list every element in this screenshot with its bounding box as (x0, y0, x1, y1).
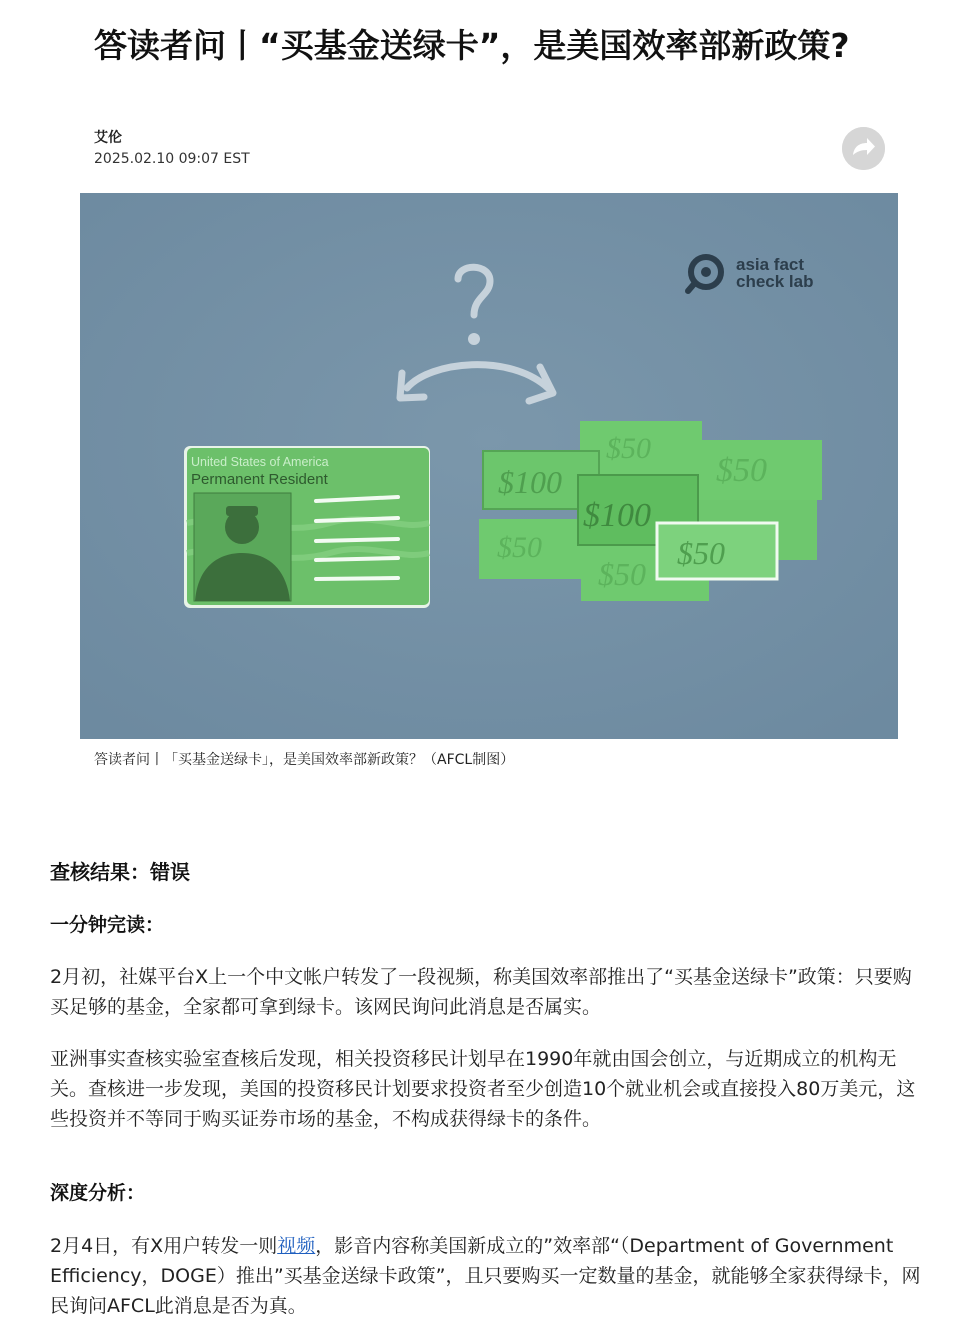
analysis-paragraph-1 (50, 1231, 922, 1321)
green-card-graphic (184, 446, 430, 608)
author-name[interactable]: 艾伦 (94, 130, 122, 146)
question-dot (468, 333, 480, 345)
card-status-text: Permanent Resident (191, 471, 328, 488)
magnifier-dot (701, 267, 711, 277)
bill-value: $50 (677, 535, 725, 571)
bill-value: $100 (498, 464, 562, 500)
hero-illustration (80, 193, 898, 739)
share-arrow-icon (842, 127, 885, 170)
bill-value: $50 (497, 531, 542, 564)
publish-date: 2025.02.10 09:07 EST (94, 151, 250, 167)
image-caption: 答读者问丨「买基金送绿卡」，是美国效率部新政策？（AFCL制图） (94, 752, 515, 768)
card-line (316, 578, 398, 579)
photo-hat (226, 506, 258, 516)
analysis-text-before: 2月4日，有X用户转发一则 (50, 1235, 278, 1257)
summary-heading: 一分钟完读： (50, 914, 165, 936)
share-button[interactable] (842, 127, 885, 170)
summary-paragraph-1: 2月初，社媒平台X上一个中文帐户转发了一段视频，称美国效率部推出了“买基金送绿卡”政策：只要购买足够的基金，全家都可拿到绿卡。该网民询问此消息是否属实。 (50, 966, 912, 1018)
video-link[interactable]: 视频 (277, 1235, 316, 1257)
analysis-heading: 深度分析： (50, 1182, 146, 1204)
byline (94, 128, 250, 170)
bill-value: $100 (583, 497, 651, 534)
card-country-text: United States of America (191, 455, 329, 469)
summary-paragraph-2: 亚洲事实查核实验室查核后发现，相关投资移民计划早在1990年就由国会创立，与近期成立的机构无关。查核进一步发现，美国的投资移民计划要求投资者至少创造10个就业机会或直接投入80万美元，这些投资并不等同于购买证券市场的基金，不构成获得绿卡的条件。 (50, 1048, 916, 1130)
logo-text-line2: check lab (736, 272, 814, 291)
verdict-heading: 查核结果：错误 (50, 860, 190, 884)
bill-value: $50 (598, 556, 646, 592)
logo-text-line1: asia fact (736, 255, 805, 274)
article-title: 答读者问丨“买基金送绿卡”，是美国效率部新政策? (94, 26, 850, 65)
bill-value: $50 (716, 452, 767, 489)
card-line (316, 558, 398, 560)
card-line (316, 539, 398, 541)
bill-value: $50 (606, 432, 651, 465)
analysis-text-after: ，影音内容称美国新成立的”效率部“（Department of Government Efficiency，DOGE）推出”买基金送绿卡政策”，且只要购买一定数量的基金，就能够全家获得绿卡，网民询问AFCL此消息是否为真。 (50, 1235, 921, 1317)
